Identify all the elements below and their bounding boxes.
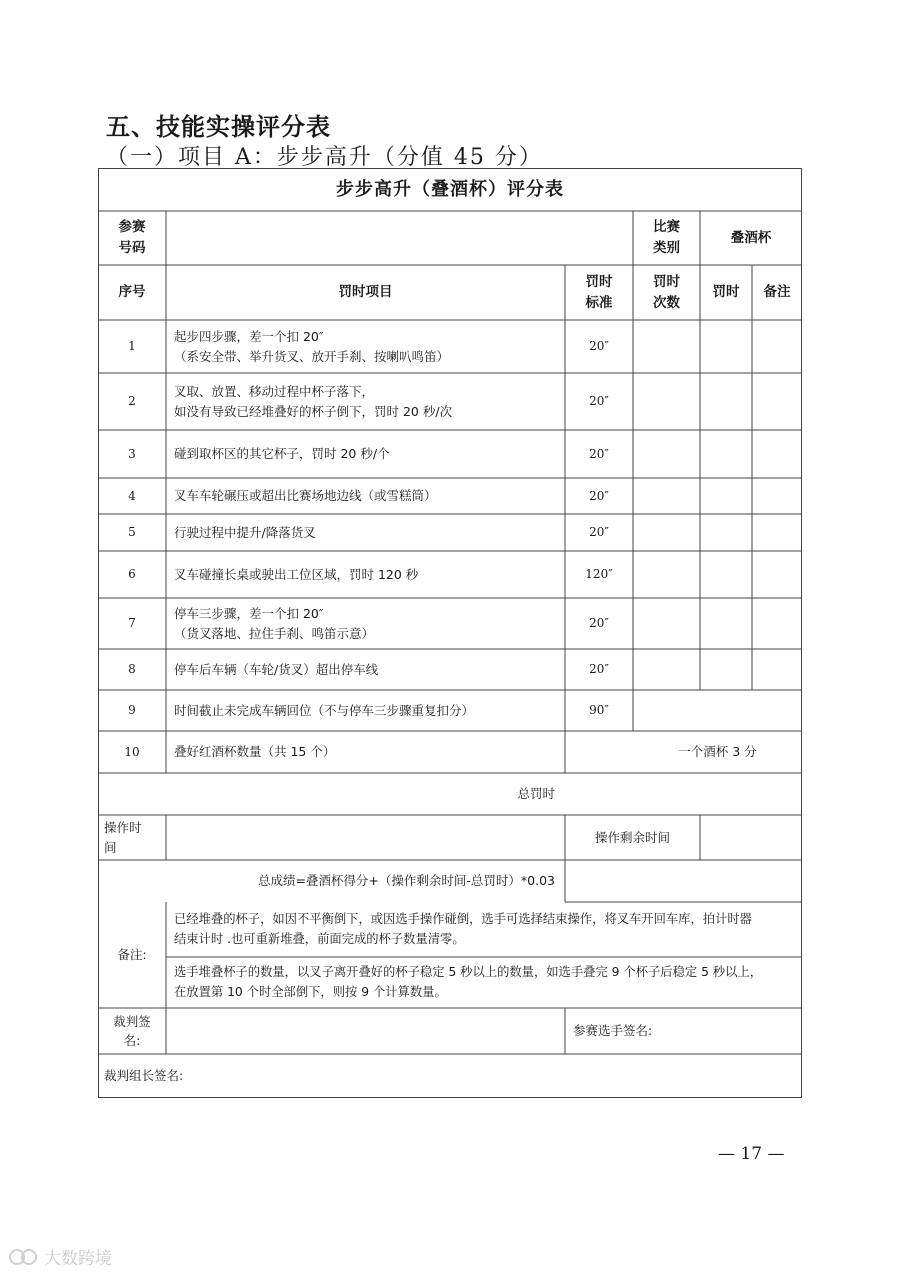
row-standard: 20″ xyxy=(589,446,609,461)
table-title: 步步高升（叠酒杯）评分表 xyxy=(336,178,564,200)
row-no: 9 xyxy=(128,703,136,718)
op-time-label: 操作时 间 xyxy=(104,820,142,855)
note-item: 已经堆叠的杯子，如因不平衡倒下，或因选手操作碰倒，选手可选择结束操作，将叉车开回车库，拍计时器 结束计时 .也可重新堆叠，前面完成的杯子数量清零。 xyxy=(174,912,752,946)
watermark-logo-icon xyxy=(8,1247,38,1267)
watermark xyxy=(8,1244,112,1269)
referee-sign-label: 裁判签 名: xyxy=(113,1013,151,1048)
scoring-table xyxy=(98,168,802,1098)
row-standard: 20″ xyxy=(589,394,609,409)
page-number: — 17 — xyxy=(718,1144,785,1164)
row-item: 叉车碰撞长桌或驶出工位区域，罚时 120 秒 xyxy=(174,566,419,582)
op-time-field[interactable] xyxy=(166,815,565,860)
total-score-formula: 总成绩=叠酒杯得分+（操作剩余时间-总罚时）*0.03 xyxy=(257,873,555,889)
remaining-time-label: 操作剩余时间 xyxy=(594,829,670,845)
chief-referee-sign-label: 裁判组长签名: xyxy=(104,1068,184,1084)
header-count: 罚时 次数 xyxy=(653,273,680,311)
row-item: 叠好红酒杯数量（共 15 个） xyxy=(174,744,336,760)
row-no: 10 xyxy=(124,744,140,759)
row-item: 起步四步骤，差一个扣 20″ （系安全带、举升货叉、放开手刹、按喇叭鸣笛） xyxy=(174,329,450,364)
participant-no-label: 参赛 号码 xyxy=(118,219,146,256)
row-standard: 20″ xyxy=(589,339,609,354)
row-no: 7 xyxy=(128,616,136,631)
row-no: 5 xyxy=(128,525,136,540)
header-item: 罚时项目 xyxy=(338,284,393,301)
row-item: 停车三步骤，差一个扣 20″ （货叉落地、拉住手刹、鸣笛示意） xyxy=(174,606,375,641)
row-item: 叉取、放置、移动过程中杯子落下， 如没有导致已经堆叠好的杯子倒下，罚时 20 秒/次 xyxy=(174,384,453,419)
header-remark: 备注 xyxy=(763,284,791,301)
header-penalty: 罚时 xyxy=(712,284,740,301)
total-penalty-field[interactable] xyxy=(565,773,802,815)
row-no: 3 xyxy=(128,446,136,461)
row-standard: 120″ xyxy=(585,567,613,582)
note-item: 选手堆叠杯子的数量，以叉子离开叠好的杯子稳定 5 秒以上的数量，如选手叠完 9 个杯子后稳定 5 秒以上， 在放置第 10 个时全部倒下，则按 9 个计算数量。 xyxy=(174,965,762,999)
row-standard: 90″ xyxy=(589,703,609,718)
header-no: 序号 xyxy=(118,284,146,301)
watermark-text: 大数跨境 xyxy=(44,1249,112,1269)
row-no: 8 xyxy=(128,662,136,677)
row-item: 行驶过程中提升/降落货叉 xyxy=(174,524,316,540)
row10-note: 一个酒杯 3 分 xyxy=(678,744,757,760)
category-value: 叠酒杯 xyxy=(730,229,772,246)
row-standard: 20″ xyxy=(589,488,609,503)
total-penalty-label: 总罚时 xyxy=(517,786,555,802)
notes-label: 备注: xyxy=(117,947,147,963)
category-label: 比赛 类别 xyxy=(653,219,680,256)
participant-no-field[interactable] xyxy=(166,211,633,265)
row-item: 停车后车辆（车轮/货叉）超出停车线 xyxy=(174,661,379,677)
section-subheading: （一）项目 A：步步高升（分值 45 分） xyxy=(106,145,543,170)
remaining-time-field[interactable] xyxy=(700,815,802,860)
total-score-field[interactable] xyxy=(565,860,802,902)
contestant-sign-label: 参赛选手签名: xyxy=(573,1023,653,1039)
row-no: 1 xyxy=(128,339,136,354)
row-item: 叉车车轮碾压或超出比赛场地边线（或雪糕筒） xyxy=(174,488,437,504)
row-standard: 20″ xyxy=(589,525,609,540)
row-no: 6 xyxy=(128,567,136,582)
header-standard: 罚时 标准 xyxy=(585,273,613,311)
row-item: 碰到取杯区的其它杯子，罚时 20 秒/个 xyxy=(174,446,390,462)
row-standard: 20″ xyxy=(589,616,609,631)
row-item: 时间截止未完成车辆回位（不与停车三步骤重复扣分） xyxy=(174,702,475,718)
row-no: 2 xyxy=(128,394,136,409)
row-standard: 20″ xyxy=(589,662,609,677)
referee-sign-field[interactable] xyxy=(166,1008,565,1054)
section-heading: 五、技能实操评分表 xyxy=(106,113,331,141)
row-no: 4 xyxy=(128,488,136,503)
